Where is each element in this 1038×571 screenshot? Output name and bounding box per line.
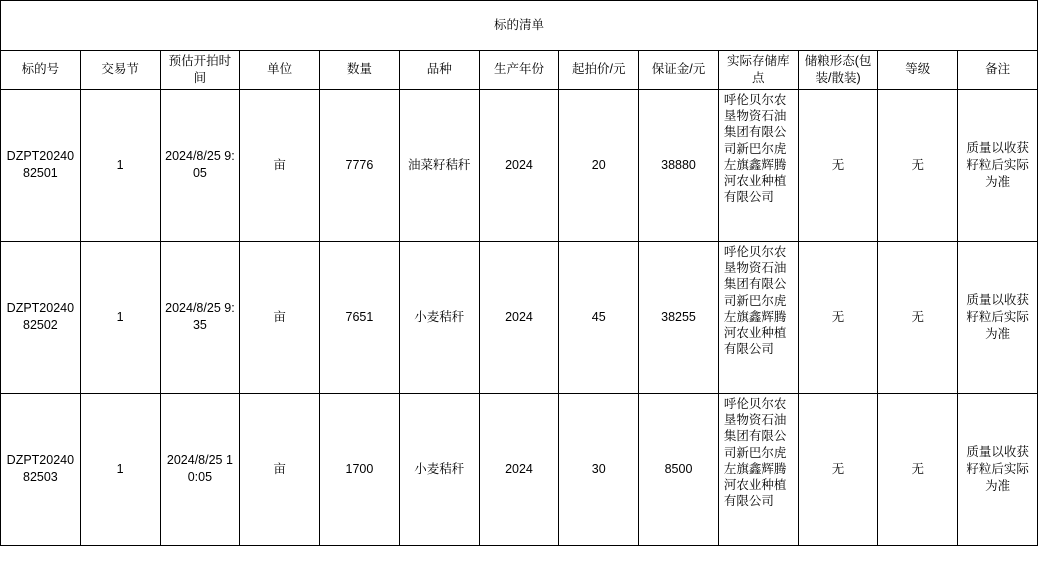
- cell-code: DZPT2024082502: [1, 241, 81, 393]
- cell-remark: 质量以收获籽粒后实际为准: [958, 393, 1038, 545]
- cell-unit: 亩: [240, 89, 320, 241]
- cell-year: 2024: [479, 393, 559, 545]
- header-grain-form: 储粮形态(包装/散装): [798, 51, 878, 90]
- cell-session: 1: [80, 241, 160, 393]
- cell-storage: [718, 241, 798, 393]
- cell-code: DZPT2024082503: [1, 393, 81, 545]
- table-row: [1, 241, 1038, 393]
- storage-text: 呼伦贝尔农垦物资石油集团有限公司新巴尔虎左旗鑫辉腾河农业种植有限公司: [723, 396, 787, 509]
- table-row: [1, 393, 1038, 545]
- cell-unit: 亩: [240, 393, 320, 545]
- title-row: [1, 1, 1038, 51]
- header-year: 生产年份: [479, 51, 559, 90]
- cell-variety: 小麦秸秆: [399, 241, 479, 393]
- cell-storage: [718, 393, 798, 545]
- cell-storage: [718, 89, 798, 241]
- cell-code: DZPT2024082501: [1, 89, 81, 241]
- header-start-price: 起拍价/元: [559, 51, 639, 90]
- cell-remark: 质量以收获籽粒后实际为准: [958, 241, 1038, 393]
- cell-start-price: 30: [559, 393, 639, 545]
- header-deposit: 保证金/元: [639, 51, 719, 90]
- cell-grain-form: 无: [798, 393, 878, 545]
- cell-variety: 小麦秸秆: [399, 393, 479, 545]
- storage-text: 呼伦贝尔农垦物资石油集团有限公司新巴尔虎左旗鑫辉腾河农业种植有限公司: [723, 244, 787, 357]
- table-header-row: [1, 51, 1038, 90]
- cell-grade: 无: [878, 89, 958, 241]
- cell-grade: 无: [878, 393, 958, 545]
- header-remark: 备注: [958, 51, 1038, 90]
- cell-grade: 无: [878, 241, 958, 393]
- cell-session: 1: [80, 89, 160, 241]
- cell-grain-form: 无: [798, 89, 878, 241]
- header-grade: 等级: [878, 51, 958, 90]
- cell-year: 2024: [479, 89, 559, 241]
- cell-quantity: 7776: [320, 89, 400, 241]
- cell-session: 1: [80, 393, 160, 545]
- cell-time: 2024/8/25 10:05: [160, 393, 240, 545]
- cell-quantity: 1700: [320, 393, 400, 545]
- header-unit: 单位: [240, 51, 320, 90]
- header-variety: 品种: [399, 51, 479, 90]
- cell-quantity: 7651: [320, 241, 400, 393]
- cell-year: 2024: [479, 241, 559, 393]
- cell-time: 2024/8/25 9:05: [160, 89, 240, 241]
- header-quantity: 数量: [320, 51, 400, 90]
- cell-unit: 亩: [240, 241, 320, 393]
- cell-deposit: 8500: [639, 393, 719, 545]
- cell-deposit: 38880: [639, 89, 719, 241]
- table-row: [1, 89, 1038, 241]
- cell-start-price: 20: [559, 89, 639, 241]
- cell-deposit: 38255: [639, 241, 719, 393]
- header-time: 预估开拍时间: [160, 51, 240, 90]
- cell-remark: 质量以收获籽粒后实际为准: [958, 89, 1038, 241]
- header-code: 标的号: [1, 51, 81, 90]
- header-storage: 实际存储库点: [718, 51, 798, 90]
- header-session: 交易节: [80, 51, 160, 90]
- cell-time: 2024/8/25 9:35: [160, 241, 240, 393]
- cell-start-price: 45: [559, 241, 639, 393]
- cell-variety: 油菜籽秸秆: [399, 89, 479, 241]
- storage-text: 呼伦贝尔农垦物资石油集团有限公司新巴尔虎左旗鑫辉腾河农业种植有限公司: [723, 92, 787, 205]
- cell-grain-form: 无: [798, 241, 878, 393]
- page-title: 标的清单: [1, 1, 1038, 51]
